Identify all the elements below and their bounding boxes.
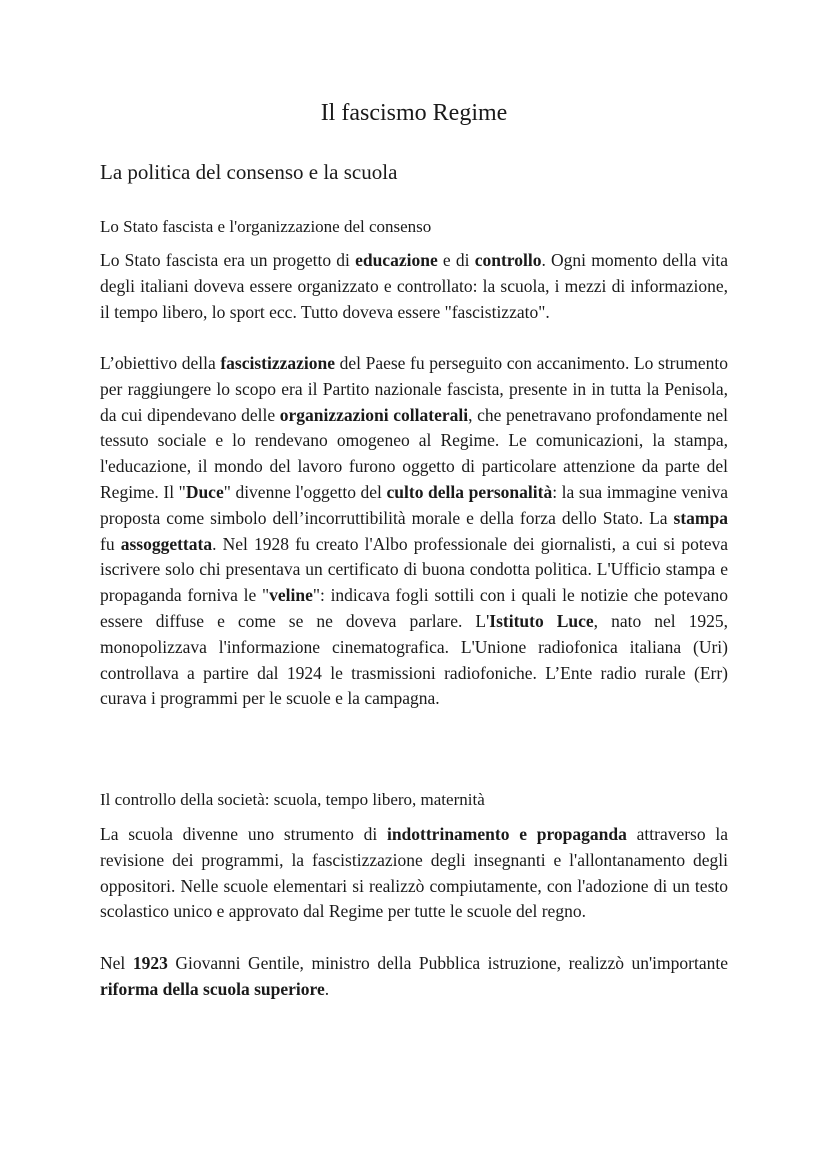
bold-term: Duce: [185, 481, 224, 502]
text-run: fu: [100, 533, 121, 554]
document-title: Il fascismo Regime: [320, 100, 508, 126]
paragraph-fascistizzazione: [100, 351, 728, 712]
subheading-consenso: Lo Stato fascista e l'organizzazione del consenso: [100, 217, 432, 236]
text-run: , nato nel 1925, monopolizzava l'informazione cinematografica. L'Unione radiofonica italiana (Uri) controllava a partire dal 1924 le trasmissioni radiofoniche. L’Ente radio rurale (Err) curava i programmi per le scuole e la campagna.: [100, 610, 728, 709]
text-run: " divenne l'oggetto del: [223, 481, 387, 502]
text-run: , che penetravano profondamente nel tessuto sociale e lo rendevano omogeneo al Regime. Le comunicazioni, la stampa, l'educazione, il mondo del lavoro furono oggetto di particolare attenzione da parte del Regime. Il ": [100, 404, 728, 502]
text-run: L’obiettivo della: [100, 353, 221, 373]
bold-term: assoggettata: [120, 533, 213, 554]
subheading-controllo-societa: Il controllo della società: scuola, tempo libero, maternità: [100, 790, 485, 809]
bold-term: educazione: [355, 250, 438, 270]
bold-term: controllo: [474, 250, 542, 270]
text-run: .: [324, 978, 330, 999]
bold-term: stampa: [673, 507, 728, 528]
text-run: ": indicava fogli sottili con i quali le notizie che potevano essere diffuse e come se ne doveva parlare. L': [100, 585, 729, 631]
bold-term: veline: [269, 585, 313, 606]
section-heading: La politica del consenso e la scuola: [100, 160, 398, 184]
text-run: Lo Stato fascista era un progetto di: [100, 250, 356, 270]
text-run: . Ogni momento della vita degli italiani doveva essere organizzato e controllato: la scuola, i mezzi di informazione, il tempo libero, lo sport ecc. Tutto doveva essere "fascistizzato".: [100, 250, 728, 322]
bold-term: fascistizzazione: [220, 353, 336, 373]
text-run: : la sua immagine veniva proposta come simbolo dell’incorruttibilità morale e della forza dello Stato. La: [100, 481, 728, 528]
paragraph-riforma-gentile: [100, 951, 728, 1003]
bold-term: 1923: [132, 953, 168, 973]
text-run: . Nel 1928 fu creato l'Albo professionale dei giornalisti, a cui si poteva iscrivere solo chi presentava un certificato di buona condotta politica. L'Ufficio stampa e propaganda forniva le ": [100, 533, 728, 606]
text-run: e di: [437, 250, 475, 270]
text-run: Giovanni Gentile, ministro della Pubblica istruzione, realizzò un'importante: [167, 953, 728, 973]
bold-term: Istituto Luce: [489, 610, 594, 631]
text-run: del Paese fu perseguito con accanimento. Lo strumento per raggiungere lo scopo era il Partito nazionale fascista, presente in in tutta la Penisola, da cui dipendevano delle: [100, 353, 729, 425]
bold-term: culto della personalità: [386, 481, 553, 502]
bold-term: riforma della scuola superiore: [100, 978, 325, 999]
text-run: La scuola divenne uno strumento di: [100, 824, 387, 844]
text-run: Nel: [100, 953, 133, 973]
text-run: attraverso la revisione dei programmi, la fascistizzazione degli insegnanti e l'allontanamento degli oppositori. Nelle scuole elementari si realizzò compiutamente, con l'adozione di un testo scolastico unico e approvato dal Regime per tutte le scuole del regno.: [100, 824, 729, 922]
bold-term: organizzazioni collaterali: [279, 404, 469, 425]
bold-term: indottrinamento e propaganda: [386, 824, 627, 844]
paragraph-scuola: [100, 822, 728, 925]
paragraph-stato-fascista: [100, 248, 728, 325]
